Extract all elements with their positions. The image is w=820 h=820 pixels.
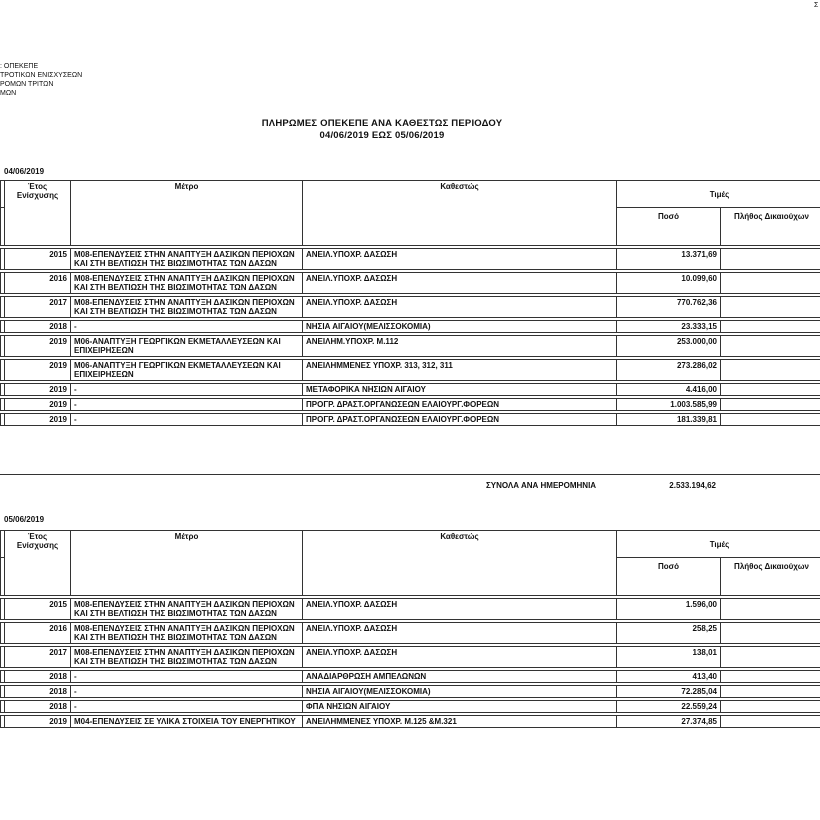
cell-amount: 27.374,85	[617, 716, 721, 728]
header-beneficiaries: Πλήθος Δικαιούχων	[721, 558, 820, 596]
cell-amount: 10.099,60	[617, 273, 721, 294]
cell-status: ΑΝΕΙΛ.ΥΠΟΧΡ. ΔΑΣΩΣΗ	[303, 249, 617, 270]
cell-status: ΑΝΕΙΛ.ΥΠΟΧΡ. ΔΑΣΩΣΗ	[303, 273, 617, 294]
header-beneficiaries: Πλήθος Δικαιούχων	[721, 208, 820, 246]
cell-measure: Μ08-ΕΠΕΝΔΥΣΕΙΣ ΣΤΗΝ ΑΝΑΠΤΥΞΗ ΔΑΣΙΚΩΝ ΠΕΡΙΟΧΩΝ ΚΑΙ ΣΤΗ ΒΕΛΤΙΩΣΗ ΤΗΣ ΒΙΩΣΙΜΟΤΗΤΑΣ ΤΩΝ ΔΑΣΩΝ	[71, 599, 303, 620]
cell-amount: 258,25	[617, 623, 721, 644]
report-title-block	[0, 118, 764, 142]
cell-status: ΑΝΕΙΛΗΜΜΕΝΕΣ ΥΠΟΧΡ. Μ.125 &Μ.321	[303, 716, 617, 728]
cell-measure: Μ08-ΕΠΕΝΔΥΣΕΙΣ ΣΤΗΝ ΑΝΑΠΤΥΞΗ ΔΑΣΙΚΩΝ ΠΕΡΙΟΧΩΝ ΚΑΙ ΣΤΗ ΒΕΛΤΙΩΣΗ ΤΗΣ ΒΙΩΣΙΜΟΤΗΤΑΣ ΤΩΝ ΔΑΣΩΝ	[71, 623, 303, 644]
cell-status: ΠΡΟΓΡ. ΔΡΑΣΤ.ΟΡΓΑΝΩΣΕΩΝ ΕΛΑΙΟΥΡΓ.ΦΟΡΕΩΝ	[303, 399, 617, 411]
cell-beneficiaries	[721, 647, 820, 668]
table-row	[1, 701, 820, 713]
cell-measure: -	[71, 399, 303, 411]
cell-year: 2015	[5, 599, 71, 620]
header-status: Καθεστώς	[303, 181, 617, 246]
cell-measure: -	[71, 414, 303, 426]
cell-year: 2019	[5, 716, 71, 728]
cell-beneficiaries	[721, 321, 820, 333]
cell-beneficiaries	[721, 623, 820, 644]
cell-measure: -	[71, 686, 303, 698]
header-spacer	[1, 558, 5, 596]
payments-table	[0, 530, 820, 728]
cell-beneficiaries	[721, 414, 820, 426]
cell-year: 2019	[5, 336, 71, 357]
cell-amount: 181.339,81	[617, 414, 721, 426]
header-measure: Μέτρο	[71, 181, 303, 246]
table-row	[1, 399, 820, 411]
cell-status: ΑΝΕΙΛ.ΥΠΟΧΡ. ΔΑΣΩΣΗ	[303, 623, 617, 644]
cell-measure: -	[71, 384, 303, 396]
table-row	[1, 686, 820, 698]
table-row	[1, 297, 820, 318]
header-year: Έτος Ενίσχυσης	[5, 181, 71, 246]
cell-year: 2019	[5, 414, 71, 426]
org-line: : ΟΠΕΚΕΠΕ	[0, 63, 39, 70]
cell-amount: 273.286,02	[617, 360, 721, 381]
cell-beneficiaries	[721, 249, 820, 270]
cell-beneficiaries	[721, 384, 820, 396]
cell-status: ΑΝΕΙΛΗΜΜΕΝΕΣ ΥΠΟΧΡ. 313, 312, 311	[303, 360, 617, 381]
cell-measure: Μ04-ΕΠΕΝΔΥΣΕΙΣ ΣΕ ΥΛΙΚΑ ΣΤΟΙΧΕΙΑ ΤΟΥ ΕΝΕΡΓΗΤΙΚΟΥ	[71, 716, 303, 728]
section-date: 05/06/2019	[4, 515, 45, 524]
cell-status: ΑΝΕΙΛ.ΥΠΟΧΡ. ΔΑΣΩΣΗ	[303, 599, 617, 620]
cell-year: 2017	[5, 297, 71, 318]
header-measure: Μέτρο	[71, 531, 303, 596]
report-title: ΠΛΗΡΩΜΕΣ ΟΠΕΚΕΠΕ ΑΝΑ ΚΑΘΕΣΤΩΣ ΠΕΡΙΟΔΟΥ	[261, 118, 503, 129]
cell-year: 2018	[5, 671, 71, 683]
cell-measure: Μ08-ΕΠΕΝΔΥΣΕΙΣ ΣΤΗΝ ΑΝΑΠΤΥΞΗ ΔΑΣΙΚΩΝ ΠΕΡΙΟΧΩΝ ΚΑΙ ΣΤΗ ΒΕΛΤΙΩΣΗ ΤΗΣ ΒΙΩΣΙΜΟΤΗΤΑΣ ΤΩΝ ΔΑΣΩΝ	[71, 273, 303, 294]
cell-year: 2018	[5, 321, 71, 333]
cell-amount: 4.416,00	[617, 384, 721, 396]
report-period: 04/06/2019 ΕΩΣ 05/06/2019	[319, 130, 445, 141]
cell-beneficiaries	[721, 399, 820, 411]
cell-status: ΝΗΣΙΑ ΑΙΓΑΙΟΥ(ΜΕΛΙΣΣΟΚΟΜΙΑ)	[303, 686, 617, 698]
table-row	[1, 599, 820, 620]
payments-table	[0, 180, 820, 426]
cell-status: ΝΗΣΙΑ ΑΙΓΑΙΟΥ(ΜΕΛΙΣΣΟΚΟΜΙΑ)	[303, 321, 617, 333]
org-line: ΤΡΟΤΙΚΩΝ ΕΝΙΣΧΥΣΕΩΝ	[0, 72, 83, 79]
table-row	[1, 249, 820, 270]
table-row	[1, 414, 820, 426]
cell-amount: 253.000,00	[617, 336, 721, 357]
table-row	[1, 623, 820, 644]
header-year: Έτος Ενίσχυσης	[5, 531, 71, 596]
cell-measure: Μ06-ΑΝΑΠΤΥΞΗ ΓΕΩΡΓΙΚΩΝ ΕΚΜΕΤΑΛΛΕΥΣΕΩΝ ΚΑΙ ΕΠΙΧΕΙΡΗΣΕΩΝ	[71, 336, 303, 357]
cell-status: ΜΕΤΑΦΟΡΙΚΑ ΝΗΣΙΩΝ ΑΙΓΑΙΟΥ	[303, 384, 617, 396]
header-amount: Ποσό	[617, 208, 721, 246]
cell-year: 2015	[5, 249, 71, 270]
cell-measure: -	[71, 701, 303, 713]
cell-amount: 13.371,69	[617, 249, 721, 270]
cell-status: ΑΝΑΔΙΑΡΘΡΩΣΗ ΑΜΠΕΛΩΝΩΝ	[303, 671, 617, 683]
cell-amount: 1.596,00	[617, 599, 721, 620]
cell-beneficiaries	[721, 686, 820, 698]
cell-beneficiaries	[721, 716, 820, 728]
corner-mark: Σ	[814, 2, 819, 9]
cell-year: 2019	[5, 360, 71, 381]
cell-status: ΠΡΟΓΡ. ΔΡΑΣΤ.ΟΡΓΑΝΩΣΕΩΝ ΕΛΑΙΟΥΡΓ.ΦΟΡΕΩΝ	[303, 414, 617, 426]
cell-beneficiaries	[721, 336, 820, 357]
cell-beneficiaries	[721, 360, 820, 381]
table-row	[1, 273, 820, 294]
header-values: Τιμές	[617, 531, 820, 558]
header-amount: Ποσό	[617, 558, 721, 596]
cell-year: 2019	[5, 384, 71, 396]
cell-amount: 23.333,15	[617, 321, 721, 333]
cell-year: 2016	[5, 273, 71, 294]
cell-amount: 413,40	[617, 671, 721, 683]
cell-year: 2018	[5, 686, 71, 698]
table-row	[1, 671, 820, 683]
cell-measure: -	[71, 321, 303, 333]
table-row	[1, 336, 820, 357]
cell-amount: 770.762,36	[617, 297, 721, 318]
cell-status: ΑΝΕΙΛ.ΥΠΟΧΡ. ΔΑΣΩΣΗ	[303, 297, 617, 318]
cell-year: 2017	[5, 647, 71, 668]
cell-amount: 138,01	[617, 647, 721, 668]
cell-year: 2018	[5, 701, 71, 713]
cell-beneficiaries	[721, 273, 820, 294]
cell-beneficiaries	[721, 297, 820, 318]
org-line: ΡΟΜΩΝ ΤΡΙΤΩΝ	[0, 81, 54, 88]
cell-amount: 72.285,04	[617, 686, 721, 698]
header-spacer	[1, 208, 5, 246]
cell-beneficiaries	[721, 599, 820, 620]
cell-amount: 22.559,24	[617, 701, 721, 713]
table-row	[1, 360, 820, 381]
cell-measure: Μ06-ΑΝΑΠΤΥΞΗ ΓΕΩΡΓΙΚΩΝ ΕΚΜΕΤΑΛΛΕΥΣΕΩΝ ΚΑΙ ΕΠΙΧΕΙΡΗΣΕΩΝ	[71, 360, 303, 381]
cell-measure: Μ08-ΕΠΕΝΔΥΣΕΙΣ ΣΤΗΝ ΑΝΑΠΤΥΞΗ ΔΑΣΙΚΩΝ ΠΕΡΙΟΧΩΝ ΚΑΙ ΣΤΗ ΒΕΛΤΙΩΣΗ ΤΗΣ ΒΙΩΣΙΜΟΤΗΤΑΣ ΤΩΝ ΔΑΣΩΝ	[71, 297, 303, 318]
cell-beneficiaries	[721, 671, 820, 683]
cell-year: 2019	[5, 399, 71, 411]
header-values: Τιμές	[617, 181, 820, 208]
cell-measure: Μ08-ΕΠΕΝΔΥΣΕΙΣ ΣΤΗΝ ΑΝΑΠΤΥΞΗ ΔΑΣΙΚΩΝ ΠΕΡΙΟΧΩΝ ΚΑΙ ΣΤΗ ΒΕΛΤΙΩΣΗ ΤΗΣ ΒΙΩΣΙΜΟΤΗΤΑΣ ΤΩΝ ΔΑΣΩΝ	[71, 249, 303, 270]
org-line: ΜΩΝ	[0, 90, 17, 97]
total-value: 2.533.194,62	[669, 481, 716, 490]
cell-status: ΦΠΑ ΝΗΣΙΩΝ ΑΙΓΑΙΟΥ	[303, 701, 617, 713]
cell-amount: 1.003.585,99	[617, 399, 721, 411]
cell-measure: -	[71, 671, 303, 683]
table-row	[1, 384, 820, 396]
cell-status: ΑΝΕΙΛΗΜ.ΥΠΟΧΡ. Μ.112	[303, 336, 617, 357]
total-divider	[0, 474, 820, 475]
header-row	[1, 181, 820, 208]
table-row	[1, 321, 820, 333]
table-row	[1, 647, 820, 668]
cell-year: 2016	[5, 623, 71, 644]
table-row	[1, 716, 820, 728]
header-status: Καθεστώς	[303, 531, 617, 596]
cell-status: ΑΝΕΙΛ.ΥΠΟΧΡ. ΔΑΣΩΣΗ	[303, 647, 617, 668]
cell-measure: Μ08-ΕΠΕΝΔΥΣΕΙΣ ΣΤΗΝ ΑΝΑΠΤΥΞΗ ΔΑΣΙΚΩΝ ΠΕΡΙΟΧΩΝ ΚΑΙ ΣΤΗ ΒΕΛΤΙΩΣΗ ΤΗΣ ΒΙΩΣΙΜΟΤΗΤΑΣ ΤΩΝ ΔΑΣΩΝ	[71, 647, 303, 668]
organization-header	[0, 62, 82, 98]
cell-beneficiaries	[721, 701, 820, 713]
section-date: 04/06/2019	[4, 167, 45, 176]
total-label: ΣΥΝΟΛΑ ΑΝΑ ΗΜΕΡΟΜΗΝΙΑ	[486, 481, 597, 490]
header-row	[1, 531, 820, 558]
